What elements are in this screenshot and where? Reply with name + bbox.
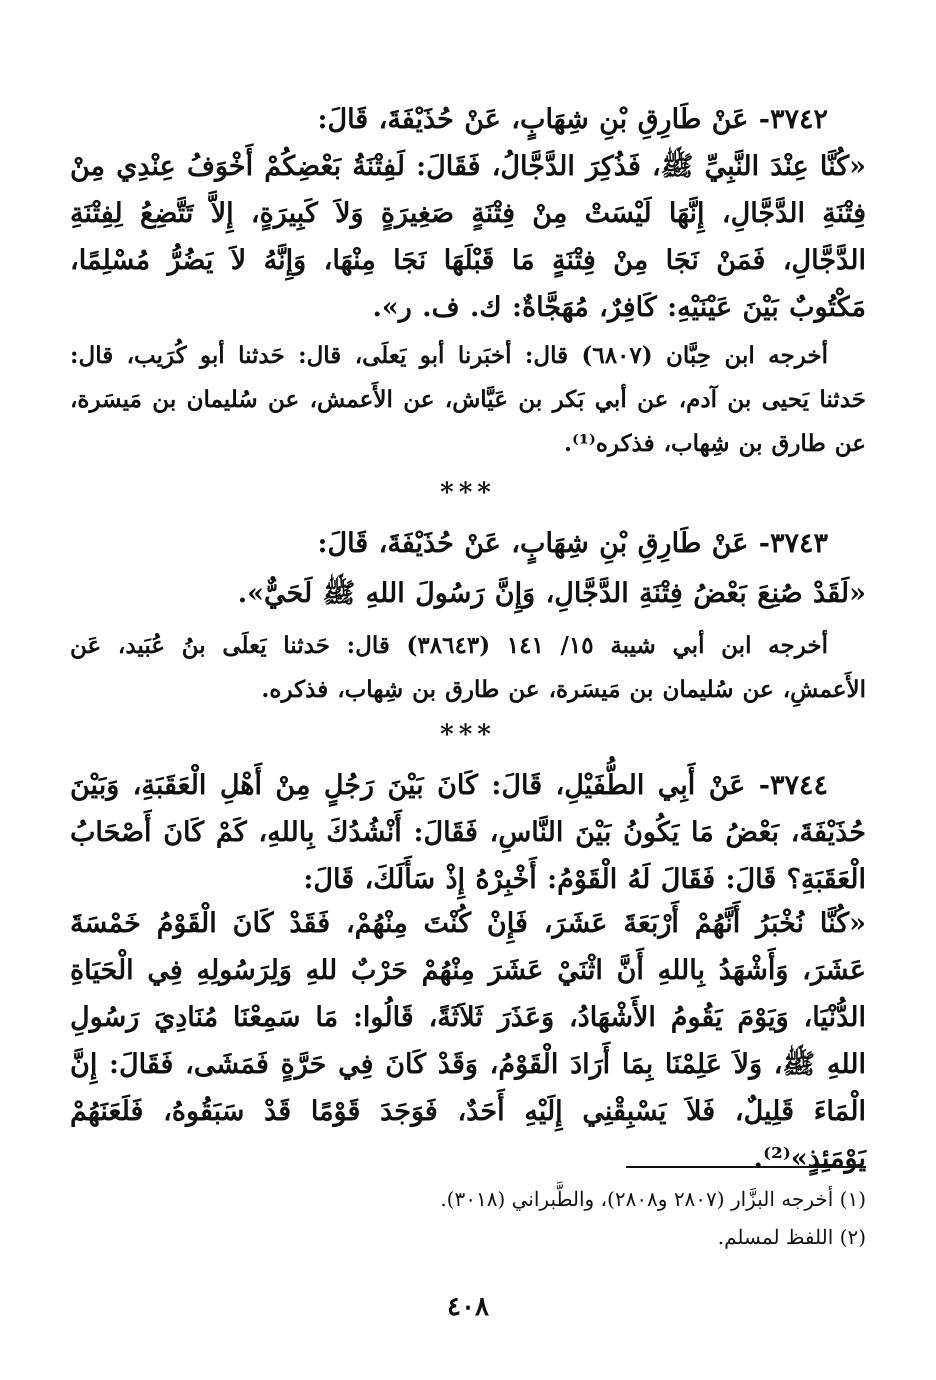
hadith-3742-text: «كُنَّا عِنْدَ النَّبِيِّ ﷺ، فَذُكِرَ الدَّجَّالُ، فَقَالَ: لَفِتْنَةُ بَعْضِكُمْ أَخْوَفُ عِنْدِي مِنْ فِتْنَةِ الدَّجَّالِ، إِنَّهَا لَيْسَتْ مِنْ فِتْنَةٍ صَغِيرَةٍ وَلاَ كَبِيرَةٍ، إِلاَّ تَتَّضِعُ لِفِتْنَةِ الدَّجَّالِ، فَمَنْ نَجَا مِنْ فِتْنَةٍ مَا قَبْلَهَا نَجَا مِنْهَا، وَإِنَّهُ لاَ يَضُرُّ مُسْلِمًا، مَكْتُوبٌ بَيْنَ عَيْنَيْهِ: كَافِرٌ، مُهَجَّاةٌ: ك. ف. ر». — [70, 151, 866, 323]
section-separator: *** — [440, 720, 496, 750]
hadith-3742-heading-block — [70, 96, 866, 143]
hadith-3743-takhrij-block — [70, 624, 866, 712]
hadith-3742-takhrij-block — [70, 334, 866, 466]
section-separator: *** — [440, 478, 496, 508]
hadith-3744-text-block — [70, 900, 866, 1182]
footnote-divider — [626, 1166, 866, 1168]
page-number: ٤٠٨ — [447, 1292, 489, 1322]
footnote-2: (٢) اللفظ لمسلم. — [717, 1225, 866, 1249]
hadith-3742-heading: ٣٧٤٢- عَنْ طَارِقِ بْنِ شِهَابٍ، عَنْ حُذَيْفَةَ، قَالَ: — [317, 104, 828, 135]
hadith-3743-text-block — [70, 570, 866, 617]
hadith-3744-heading: ٣٧٤٤- عَنْ أَبِي الطُّفَيْلِ، قَالَ: كَانَ بَيْنَ رَجُلٍ مِنْ أَهْلِ الْعَقَبَةِ، وَبَيْنَ حُذَيْفَةَ، بَعْضُ مَا يَكُونُ بَيْنَ النَّاسِ، فَقَالَ: أَنْشُدُكَ بِاللهِ، كَمْ كَانَ أَصْحَابُ الْعَقَبَةِ؟ قَالَ: فَقَالَ لَهُ الْقَوْمُ: أَخْبِرْهُ إِذْ سَأَلَكَ، قَالَ: — [70, 770, 866, 895]
hadith-3744-heading-block — [70, 762, 866, 903]
hadith-3743-takhrij: أخرجه ابن أبي شيبة ١٥/ ١٤١ (٣٨٦٤٣) قال: حَدثنا يَعلَى بنُ عُبَيد، عَن الأَعمشِ، عن سُليمان بن مَيسَرة، عن طارق بن شِهاب، فذكره. — [70, 632, 866, 703]
hadith-3742-takhrij: أخرجه ابن حِبَّان (٦٨٠٧) قال: أخبَرنا أبو يَعلَى، قال: حَدثنا أبو كُرَيب، قال: حَدثنا يَحيى بن آدم، عن أبي بَكر بن عَيَّاش، عن الأَعمش، عن سُليمان بن مَيسَرة، عن طارق بن شِهاب، فذكره⁽¹⁾. — [70, 342, 866, 457]
hadith-3744-text: «كُنَّا نُخْبَرُ أَنَّهُمْ أَرْبَعَةَ عَشَرَ، فَإِنْ كُنْتَ مِنْهُمْ، فَقَدْ كَانَ الْقَوْمُ خَمْسَةَ عَشَرَ، وَأَشْهَدُ بِاللهِ أَنَّ اثْنَيْ عَشَرَ مِنْهُمْ حَرْبٌ للهِ وَلِرَسُولِهِ فِي الْحَيَاةِ الدُّنْيَا، وَيَوْمَ يَقُومُ الأَشْهَادُ، وَعَذَرَ ثَلاَثَةً، قَالُوا: مَا سَمِعْنَا مُنَادِيَ رَسُولِ اللهِ ﷺ، وَلاَ عَلِمْنَا بِمَا أَرَادَ الْقَوْمُ، وَقَدْ كَانَ فِي حَرَّةٍ فَمَشَى، فَقَالَ: إِنَّ الْمَاءَ قَلِيلٌ، فَلاَ يَسْبِقْنِي إِلَيْهِ أَحَدٌ، فَوَجَدَ قَوْمًا قَدْ سَبَقُوهُ، فَلَعَنَهُمْ يَوْمَئِذٍ»⁽²⁾. — [70, 908, 866, 1174]
hadith-3743-text: «لَقَدْ صُنِعَ بَعْضُ فِتْنَةِ الدَّجَّالِ، وَإِنَّ رَسُولَ اللهِ ﷺ لَحَيٌّ». — [237, 578, 866, 609]
hadith-3743-heading-block — [70, 520, 866, 567]
footnote-1: (١) أخرجه البزَّار (٢٨٠٧ و٢٨٠٨)، والطَّبراني (٣٠١٨). — [440, 1187, 866, 1211]
hadith-3742-text-block — [70, 143, 866, 331]
hadith-3743-heading: ٣٧٤٣- عَنْ طَارِقِ بْنِ شِهَابٍ، عَنْ حُذَيْفَةَ، قَالَ: — [317, 528, 828, 559]
